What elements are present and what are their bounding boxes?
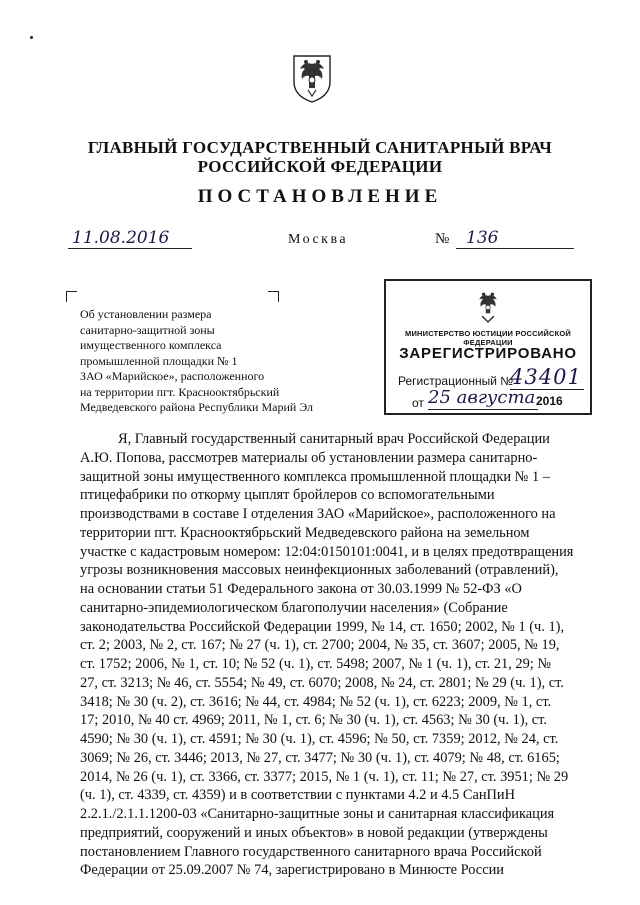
subject-line: санитарно-защитной зоны — [80, 322, 215, 337]
body-line: участке с кадастровым номером: 12:04:0150101:0041, и в целях предотвращения — [80, 543, 574, 560]
number-label: № — [435, 231, 450, 247]
subject-line: имущественного комплекса — [80, 338, 222, 352]
subject-corner-left — [66, 291, 77, 302]
stamp-coat-of-arms-icon — [472, 287, 504, 325]
stamp-registered: ЗАРЕГИСТРИРОВАНО — [399, 345, 577, 362]
document-body — [80, 430, 590, 880]
stamp-reg-label: Регистрационный № — [398, 374, 514, 388]
document-number: 136 — [456, 228, 574, 249]
subject-line: Медведевского района Республики Марий Эл — [80, 400, 314, 414]
stamp-from-label: от — [412, 396, 424, 410]
subject-line: Об установлении размера — [80, 307, 212, 321]
body-line: 3418; № 30 (ч. 2), ст. 3616; № 44, ст. 4984; № 52 (ч. 1), ст. 6223; 2009, № 1, ст. — [80, 693, 552, 710]
coat-of-arms-icon — [290, 52, 334, 104]
body-line: производствами в составе I отделения ЗАО «Марийское», расположенного на — [80, 506, 556, 522]
body-line: птицефабрики по откорму цыплят бройлеров со вспомогательными — [80, 487, 495, 504]
body-line: 17; 2010, № 40 ст. 4969; 2011, № 1, ст. 6; № 30 (ч. 1), ст. 4563; № 30 (ч. 1), ст. — [80, 712, 547, 729]
body-line: Я, Главный государственный санитарный врач Российской Федерации — [118, 431, 550, 447]
body-line: 2014, № 26 (ч. 1), ст. 3366, ст. 3377; 2015, № 1 (ч. 1), ст. 11; № 27, ст. 3951; № 29 — [80, 768, 569, 785]
body-line: постановлением Главного государственного санитарного врача Российской — [80, 843, 542, 860]
stamp-year: 2016 — [536, 394, 563, 408]
body-line: 4590; № 30 (ч. 1), ст. 4591; № 30 (ч. 1), ст. 4596; № 50, ст. 7359; 2012, № 24, ст. — [80, 731, 559, 747]
issuing-authority — [0, 138, 640, 176]
city: Москва — [288, 232, 349, 247]
authority-line-1: ГЛАВНЫЙ ГОСУДАРСТВЕННЫЙ САНИТАРНЫЙ ВРАЧ — [87, 138, 553, 157]
body-line: угрозы возникновения массовых неинфекционных заболеваний (отравлений), — [80, 562, 559, 579]
body-line: ст. 1752; 2006, № 1, ст. 10; № 52 (ч. 1), ст. 5498; 2007, № 1 (ч. 1), ст. 21, 29; № — [80, 656, 552, 672]
stamp-reg-number: 43401 — [510, 365, 582, 389]
body-line: А.Ю. Попова, рассмотрев материалы об установлении размера санитарно- — [80, 449, 538, 466]
body-line: территории пгт. Красноoктябрьский Медведевского района на земельном — [80, 524, 530, 541]
document-date: 11.08.2016 — [68, 228, 192, 249]
authority-line-2: РОССИЙСКОЙ ФЕДЕРАЦИИ — [197, 157, 443, 176]
subject-line: на территории пгт. Красноoктябрьский — [80, 384, 280, 399]
subject-corner-right — [268, 291, 279, 302]
body-line: предприятий, сооружений и иных объектов» в новой редакции (утверждены — [80, 824, 548, 841]
subject-line: ЗАО «Марийское», расположенного — [80, 369, 265, 383]
body-line: законодательства Российской Федерации 1999, № 14, ст. 1650; 2002, № 1 (ч. 1), — [80, 618, 565, 635]
body-line: 27, ст. 3213; № 46, ст. 5554; № 49, ст. 6070; 2008, № 24, ст. 2801; № 29 (ч. 1), ст. — [80, 674, 564, 691]
body-line: Федерации от 25.09.2007 № 74, зарегистрировано в Минюсте России — [80, 862, 504, 879]
stamp-date-underline — [428, 409, 538, 410]
registration-stamp — [384, 279, 592, 415]
body-line: (ч. 1), ст. 4339, ст. 4359) и в соответствии с пунктами 4.2 и 4.5 СанПиН — [80, 787, 516, 804]
body-line: ст. 2; 2003, № 2, ст. 167; № 27 (ч. 1), ст. 2700; 2004, № 35, ст. 3607; 2005, № 19, — [80, 637, 560, 654]
stamp-from-date: 25 августа — [428, 387, 536, 408]
document-type: ПОСТАНОВЛЕНИЕ — [197, 186, 443, 207]
subject-line: промышленной площадки № 1 — [80, 353, 238, 368]
body-line: санитарно-эпидемиологическом благополучии населения» (Собрание — [80, 599, 508, 616]
body-line: защитной зоны имущественного комплекса промышленной площадки № 1 – — [80, 468, 550, 485]
document-subject — [80, 307, 340, 416]
body-line: на основании статьи 51 Федерального закона от 30.03.1999 № 52-ФЗ «О — [80, 581, 522, 597]
body-line: 3069; № 26, ст. 3446; 2013, № 27, ст. 3477; № 30 (ч. 1), ст. 4079; № 48, ст. 6165; — [80, 749, 560, 766]
body-line: 2.2.1./2.1.1.1200-03 «Санитарно-защитные зоны и санитарная классификация — [80, 806, 555, 822]
scan-dot — [30, 36, 33, 39]
stamp-ministry: МИНИСТЕРСТВО ЮСТИЦИИ РОССИЙСКОЙ ФЕДЕРАЦИИ — [405, 329, 571, 347]
